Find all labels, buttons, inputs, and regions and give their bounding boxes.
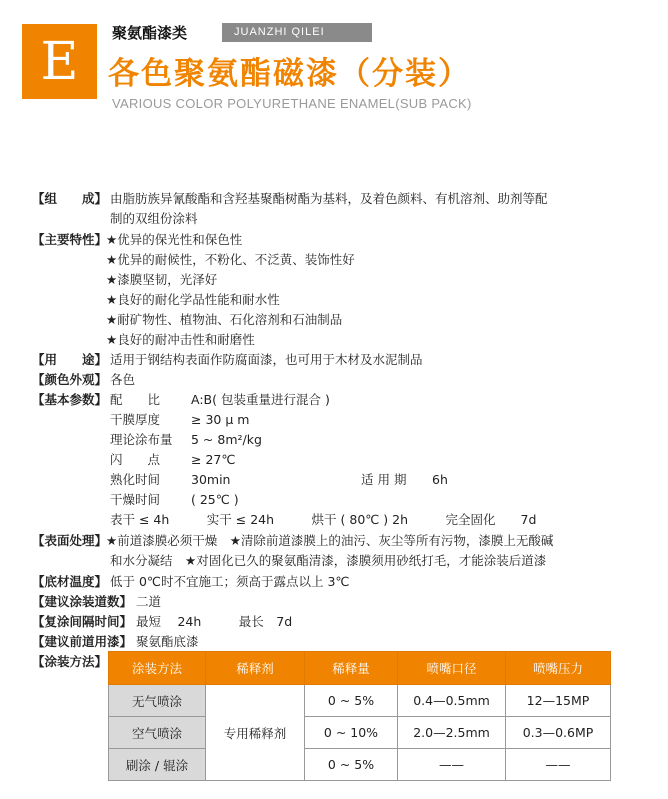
temp-text: 低于 0℃时不宜施工；须高于露点以上 3℃ xyxy=(110,574,350,589)
table-cell: —— xyxy=(506,749,611,781)
film-value: ≥ 30 μ m xyxy=(191,412,250,427)
color-label: 【颜色外观】 xyxy=(32,372,108,387)
surface-text-1: ★前道漆膜必须干燥 ★清除前道漆膜上的油污、灰尘等所有污物，漆膜上无酸碱 xyxy=(106,533,554,548)
surface-text-2: 和水分凝结 ★对固化已久的聚氨酯清漆，漆膜须用砂纸打毛，才能涂装后道漆 xyxy=(110,553,547,568)
table-cell: —— xyxy=(398,749,506,781)
params-label: 【基本参数】 xyxy=(32,392,108,407)
table-cell: 专用稀释剂 xyxy=(206,685,305,781)
feature-item: ★良好的耐化学品性能和耐水性 xyxy=(106,292,280,307)
table-cell: 0.4—0.5mm xyxy=(398,685,506,717)
coverage-value: 5 ~ 8m²/kg xyxy=(191,432,262,447)
color-text: 各色 xyxy=(110,372,136,387)
category-label: 聚氨酯漆类 xyxy=(112,24,188,42)
table-cell: 空气喷涂 xyxy=(109,717,206,749)
application-table xyxy=(108,651,611,781)
cure-value: 30min xyxy=(191,472,231,487)
pot-life-key: 适 用 期 xyxy=(361,472,407,487)
cure-key: 熟化时间 xyxy=(110,472,161,487)
coverage-key: 理论涂布量 xyxy=(110,432,173,447)
coats-text: 二道 xyxy=(136,594,162,609)
dry-key: 干燥时间 xyxy=(110,492,161,507)
temp-label: 【底材温度】 xyxy=(32,574,108,589)
feature-item: ★优异的保光性和保色性 xyxy=(106,232,243,247)
feature-item: ★耐矿物性、植物油、石化溶剂和石油制品 xyxy=(106,312,343,327)
table-header: 稀释剂 xyxy=(206,652,305,685)
feature-item: ★漆膜坚韧，光泽好 xyxy=(106,272,218,287)
table-cell: 刷涂 / 辊涂 xyxy=(109,749,206,781)
table-header-row xyxy=(109,652,611,685)
features-label: 【主要特性】 xyxy=(32,232,108,247)
table-header: 涂装方法 xyxy=(109,652,206,685)
interval-text: 最短 24h 最长 7d xyxy=(136,614,293,629)
ratio-key: 配 比 xyxy=(110,392,161,407)
product-title: 各色聚氨酯磁漆（分装） xyxy=(108,56,471,92)
pot-life-value: 6h xyxy=(432,472,448,487)
table-header: 喷嘴口径 xyxy=(398,652,506,685)
usage-text: 适用于钢结构表面作防腐面漆，也可用于木材及水泥制品 xyxy=(110,352,423,367)
coats-label: 【建议涂装道数】 xyxy=(32,594,133,609)
prev-coat-label: 【建议前道用漆】 xyxy=(32,634,133,649)
composition-label: 【组 成】 xyxy=(32,191,108,206)
table-cell: 无气喷涂 xyxy=(109,685,206,717)
table-cell: 0 ~ 5% xyxy=(305,685,398,717)
interval-label: 【复涂间隔时间】 xyxy=(32,614,133,629)
feature-item: ★优异的耐候性，不粉化、不泛黄、装饰性好 xyxy=(106,252,355,267)
flash-value: ≥ 27℃ xyxy=(191,452,236,467)
usage-label: 【用 途】 xyxy=(32,352,108,367)
dry-detail: 表干 ≤ 4h 实干 ≤ 24h 烘干 ( 80℃ ) 2h 完全固化 7d xyxy=(110,512,537,527)
category-letter-badge: E xyxy=(22,24,97,99)
category-en-bar: JUANZHI QILEI xyxy=(222,23,372,42)
film-key: 干膜厚度 xyxy=(110,412,161,427)
table-row xyxy=(109,749,611,781)
flash-key: 闪 点 xyxy=(110,452,161,467)
table-cell: 0 ~ 10% xyxy=(305,717,398,749)
table-cell: 12—15MP xyxy=(506,685,611,717)
composition-text-2: 制的双组份涂料 xyxy=(110,211,198,226)
dry-value: ( 25℃ ) xyxy=(191,492,239,507)
product-subtitle: VARIOUS COLOR POLYURETHANE ENAMEL(SUB PACK) xyxy=(112,96,472,111)
surface-label: 【表面处理】 xyxy=(32,533,108,548)
table-cell: 0 ~ 5% xyxy=(305,749,398,781)
table-cell: 2.0—2.5mm xyxy=(398,717,506,749)
table-row xyxy=(109,717,611,749)
table-header: 喷嘴压力 xyxy=(506,652,611,685)
table-header: 稀释量 xyxy=(305,652,398,685)
composition-text-1: 由脂肪族异氰酸酯和含羟基聚酯树酯为基料，及着色颜料、有机溶剂、助剂等配 xyxy=(110,191,548,206)
table-row xyxy=(109,685,611,717)
ratio-value: A:B( 包装重量进行混合 ) xyxy=(191,392,330,407)
method-label: 【涂装方法】 xyxy=(32,654,108,669)
table-cell: 0.3—0.6MP xyxy=(506,717,611,749)
prev-coat-text: 聚氨酯底漆 xyxy=(136,634,199,649)
feature-item: ★良好的耐冲击性和耐磨性 xyxy=(106,332,255,347)
